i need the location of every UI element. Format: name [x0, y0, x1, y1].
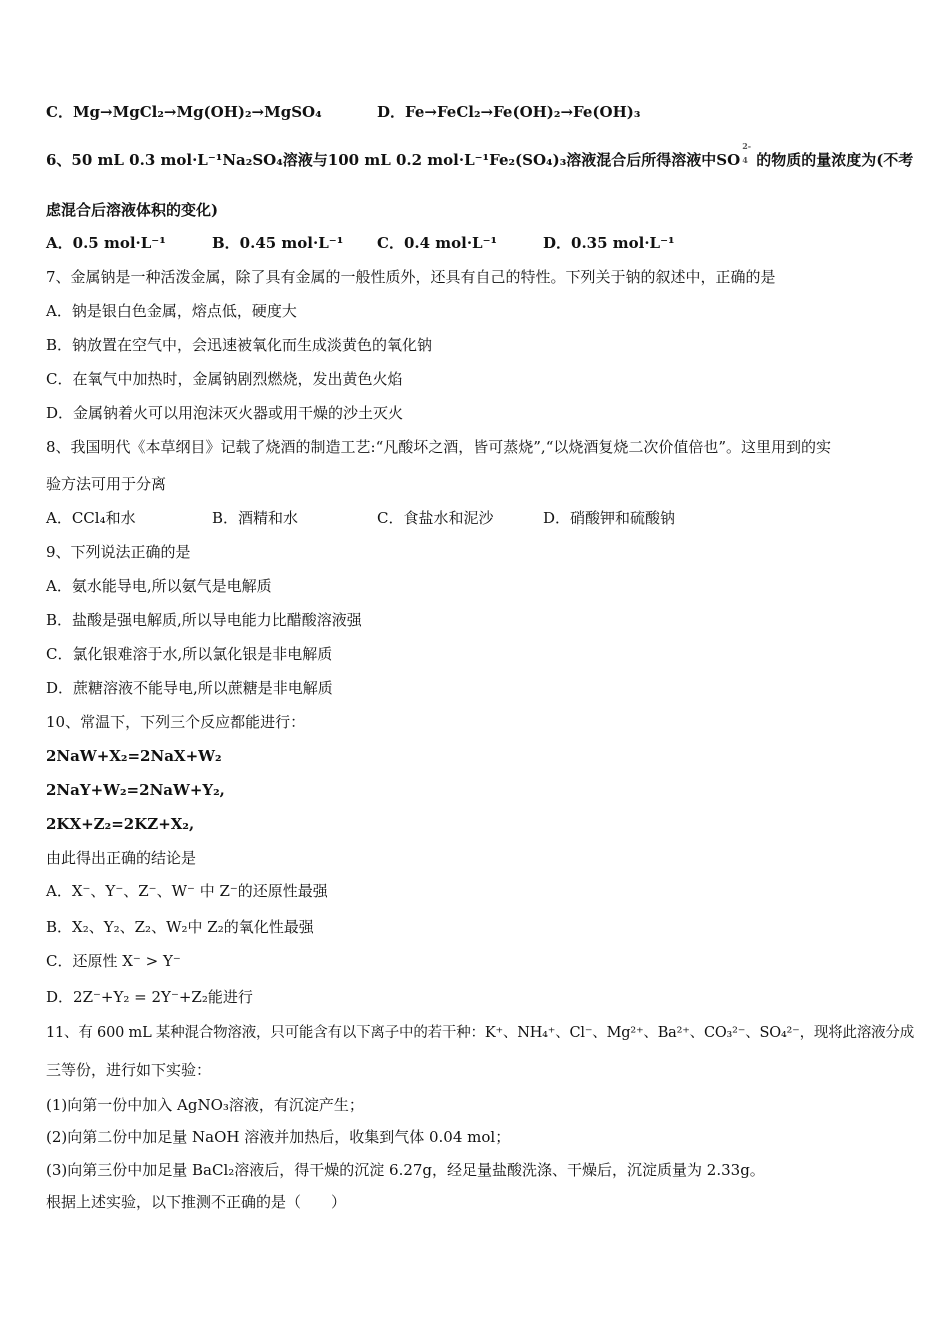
- q9-option-a: A．氨水能导电,所以氨气是电解质: [46, 577, 272, 595]
- q10-option-c: C．还原性 X⁻ > Y⁻: [46, 952, 181, 970]
- q8-option-b: B．酒精和水: [212, 509, 299, 527]
- q10-reaction-2: 2NaY+W₂=2NaW+Y₂,: [46, 781, 225, 799]
- q6-option-b: B．0.45 mol·L⁻¹: [212, 234, 344, 252]
- question-11-stem-line-2: 三等份，进行如下实验：: [46, 1061, 212, 1079]
- q10-conclusion: 由此得出正确的结论是: [46, 849, 197, 867]
- q11-step-3: (3)向第三份中加足量 BaCl₂溶液后，得干燥的沉淀 6.27g，经足量盐酸洗涤、干燥后，沉淀质量为 2.33g。: [46, 1161, 765, 1179]
- q6-option-a: A．0.5 mol·L⁻¹: [46, 234, 166, 252]
- q9-option-b: B．盐酸是强电解质,所以导电能力比醋酸溶液强: [46, 611, 362, 629]
- q6-ion-sub: 4: [742, 155, 748, 165]
- q6-stem-b: 的物质的量浓度为(不考: [756, 151, 914, 169]
- question-9-stem: 9、下列说法正确的是: [46, 543, 191, 561]
- q6-stem-a: 6、50 mL 0.3 mol·L⁻¹Na₂SO₄溶液与100 mL 0.2 mol·L⁻¹Fe₂(SO₄)₃溶液混合后所得溶液中SO: [46, 151, 741, 169]
- q11-step-1: (1)向第一份中加入 AgNO₃溶液，有沉淀产生；: [46, 1096, 364, 1114]
- q6-ion-charge: 2-: [742, 141, 752, 151]
- q7-option-c: C．在氧气中加热时，金属钠剧烈燃烧，发出黄色火焰: [46, 370, 403, 388]
- question-10-stem: 10、常温下，下列三个反应都能进行：: [46, 713, 306, 731]
- q10-reaction-3: 2KX+Z₂=2KZ+X₂,: [46, 815, 195, 833]
- question-8-stem-line-1: 8、我国明代《本草纲目》记载了烧酒的制造工艺:“凡酸坏之酒，皆可蒸烧”,“以烧酒复烧二次价值倍也”。这里用到的实: [46, 438, 832, 456]
- question-6-stem-line-2: 虑混合后溶液体积的变化): [46, 201, 219, 219]
- q8-option-d: D．硝酸钾和硫酸钠: [543, 509, 676, 527]
- q7-option-a: A．钠是银白色金属，熔点低，硬度大: [46, 302, 297, 320]
- question-8-stem-line-2: 验方法可用于分离: [46, 475, 167, 493]
- q6-option-d: D．0.35 mol·L⁻¹: [543, 234, 675, 252]
- question-7-stem: 7、金属钠是一种活泼金属，除了具有金属的一般性质外，还具有自己的特性。下列关于钠的叙述中，正确的是: [46, 268, 776, 286]
- q8-option-c: C．食盐水和泥沙: [377, 509, 494, 527]
- q10-option-a: A．X⁻、Y⁻、Z⁻、W⁻ 中 Z⁻的还原性最强: [46, 882, 328, 900]
- q10-reaction-1: 2NaW+X₂=2NaX+W₂: [46, 747, 222, 765]
- q11-ask: 根据上述实验，以下推测不正确的是（ ）: [46, 1193, 347, 1211]
- q8-option-a: A．CCl₄和水: [46, 509, 136, 527]
- question-6-stem-line-1: [46, 141, 914, 170]
- q5-option-d: D．Fe→FeCl₂→Fe(OH)₂→Fe(OH)₃: [377, 103, 641, 121]
- q10-option-b: B．X₂、Y₂、Z₂、W₂中 Z₂的氧化性最强: [46, 918, 314, 936]
- q9-option-c: C．氯化银难溶于水,所以氯化银是非电解质: [46, 645, 333, 663]
- q9-option-d: D．蔗糖溶液不能导电,所以蔗糖是非电解质: [46, 679, 333, 697]
- q7-option-d: D．金属钠着火可以用泡沫灭火器或用干燥的沙土灭火: [46, 404, 404, 422]
- q7-option-b: B．钠放置在空气中，会迅速被氧化而生成淡黄色的氧化钠: [46, 336, 433, 354]
- q10-option-d: D．2Z⁻+Y₂ = 2Y⁻+Z₂能进行: [46, 988, 253, 1006]
- question-11-stem-line-1: 11、有 600 mL 某种混合物溶液，只可能含有以下离子中的若干种：K⁺、NH₄⁺、Cl⁻、Mg²⁺、Ba²⁺、CO₃²⁻、SO₄²⁻，现将此溶液分成: [46, 1025, 915, 1041]
- q11-step-2: (2)向第二份中加足量 NaOH 溶液并加热后，收集到气体 0.04 mol；: [46, 1128, 511, 1146]
- q6-option-c: C．0.4 mol·L⁻¹: [377, 234, 498, 252]
- q5-option-c: C．Mg→MgCl₂→Mg(OH)₂→MgSO₄: [46, 103, 322, 121]
